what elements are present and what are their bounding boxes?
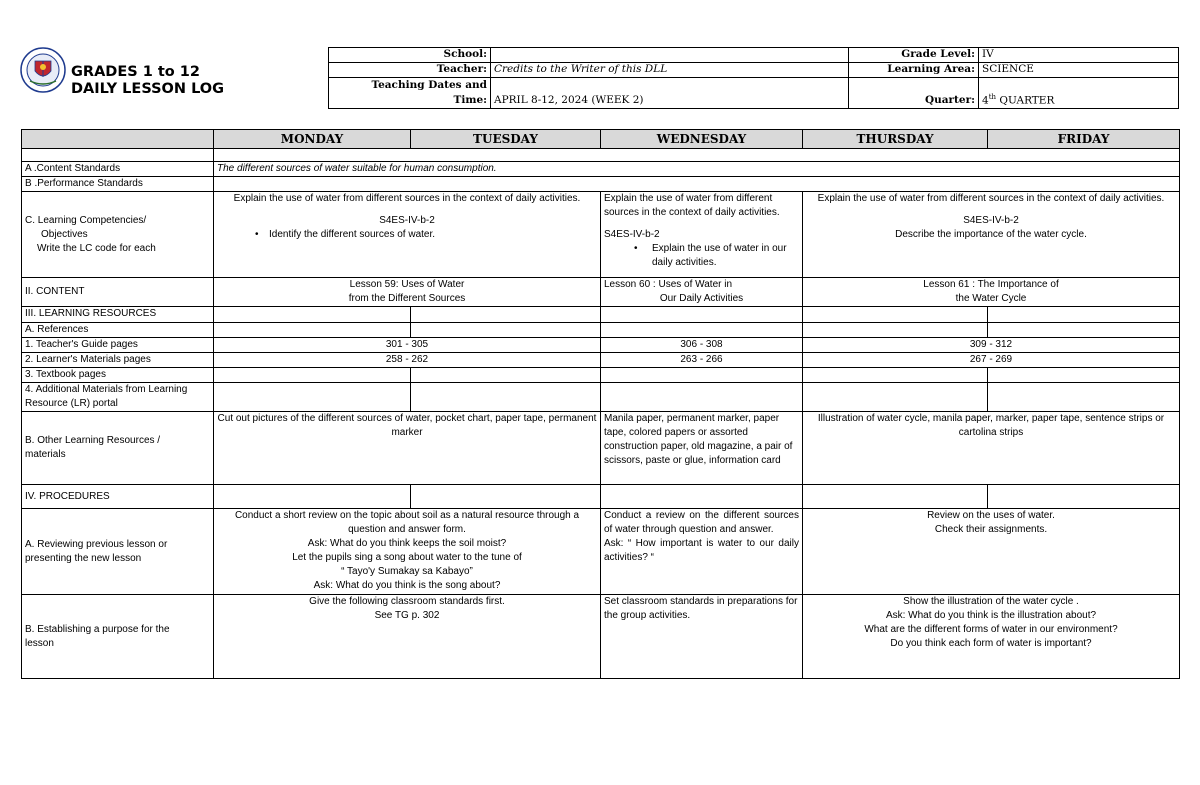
empty-cell	[214, 383, 411, 412]
learners-materials-wed: 263 - 266	[601, 353, 803, 368]
purpose-label	[22, 595, 214, 679]
learners-materials-label: 2. Learner's Materials pages	[22, 353, 214, 368]
empty-cell	[803, 368, 988, 383]
lc-wed-text: Explain the use of water from different sources in the context of daily activities.	[604, 193, 780, 218]
learning-area-label: Learning Area:	[849, 63, 979, 78]
title-line-2: DAILY LESSON LOG	[71, 81, 225, 97]
lc-mt-text: Explain the use of water from different sources in the context of daily activities.	[233, 193, 581, 204]
empty-cell	[988, 323, 1180, 338]
teaching-dates-label	[329, 78, 491, 109]
teaching-dates-value: APRIL 8-12, 2024 (WEEK 2)	[491, 78, 849, 109]
procedures-label: IV. PROCEDURES	[22, 485, 214, 509]
teacher-value: Credits to the Writer of this DLL	[491, 63, 849, 78]
reviewing-mt-line1: Conduct a short review on the topic about soil as a natural resource through a question and answer form.	[234, 510, 580, 535]
content-wed-line1: Lesson 60 : Uses of Water in	[604, 279, 733, 290]
empty-cell	[411, 485, 601, 509]
teachers-guide-label: 1. Teacher's Guide pages	[22, 338, 214, 353]
teachers-guide-wed: 306 - 308	[601, 338, 803, 353]
corner-cell	[22, 130, 214, 149]
day-header-friday: FRIDAY	[988, 130, 1180, 149]
empty-cell	[988, 485, 1180, 509]
performance-standards-label: B .Performance Standards	[22, 177, 214, 192]
reviewing-mt-line2: Ask: What do you think keeps the soil moist?	[307, 538, 507, 549]
purpose-label-line1: B. Establishing a purpose for the	[25, 623, 170, 635]
other-resources-label-line1: B. Other Learning Resources /	[25, 435, 161, 446]
lesson-log-table	[21, 129, 1180, 679]
other-resources-mt: Cut out pictures of the different sources of water, pocket chart, paper tape, permanent marker	[214, 412, 601, 485]
teachers-guide-mt: 301 - 305	[214, 338, 601, 353]
lc-thursday-friday	[803, 192, 1180, 278]
reviewing-mt-line3: Let the pupils sing a song about water to the tune of	[292, 552, 522, 563]
lc-wed-bullet: • Explain the use of water in our daily activities.	[604, 242, 799, 270]
purpose-mt	[214, 595, 601, 679]
quarter-label: Quarter:	[849, 78, 979, 109]
content-wednesday	[601, 278, 803, 307]
learning-area-value: SCIENCE	[979, 63, 1179, 78]
other-resources-wed: Manila paper, permanent marker, paper tape, colored papers or assorted construction paper, old magazine, a pair of scissors, paste or glue, information card	[601, 412, 803, 485]
lc-thf-text: Explain the use of water from different sources in the context of daily activities.	[817, 193, 1165, 204]
grade-level-label: Grade Level:	[849, 48, 979, 63]
references-label: A. References	[22, 323, 214, 338]
empty-cell	[988, 368, 1180, 383]
purpose-mt-line2: See TG p. 302	[374, 610, 440, 621]
empty-cell	[803, 307, 988, 323]
day-header-monday: MONDAY	[214, 130, 411, 149]
empty-cell	[411, 383, 601, 412]
title-line-1: GRADES 1 to 12	[71, 64, 200, 80]
school-label: School:	[329, 48, 491, 63]
empty-cell	[601, 368, 803, 383]
empty-cell	[411, 323, 601, 338]
purpose-thf-line1: Show the illustration of the water cycle .	[903, 596, 1079, 607]
deped-seal-logo	[20, 47, 66, 93]
quarter-suffix: th	[988, 92, 997, 101]
header-info-table	[328, 47, 1179, 109]
quarter-number: 4	[982, 94, 989, 106]
reviewing-wed	[601, 509, 803, 595]
content-thursday-friday	[803, 278, 1180, 307]
content-standards-label: A .Content Standards	[22, 162, 214, 177]
purpose-thf-line2: Ask: What do you think is the illustration about?	[885, 610, 1097, 621]
empty-cell	[411, 307, 601, 323]
reviewing-label-line2: presenting the new lesson	[25, 552, 142, 564]
empty-cell	[214, 368, 411, 383]
content-mt-line2: from the Different Sources	[348, 293, 466, 304]
additional-label-line1: 4. Additional Materials from Learning	[25, 384, 188, 395]
grade-level-value: IV	[979, 48, 1179, 63]
other-resources-label	[22, 412, 214, 485]
lc-mt-code: S4ES-IV-b-2	[379, 215, 435, 226]
purpose-thf	[803, 595, 1180, 679]
empty-cell	[601, 485, 803, 509]
lc-mt-bullet: • Identify the different sources of water.	[217, 228, 597, 242]
learning-resources-label: III. LEARNING RESOURCES	[22, 307, 214, 323]
purpose-wed: Set classroom standards in preparations for the group activities.	[601, 595, 803, 679]
empty-cell	[214, 323, 411, 338]
additional-materials-label	[22, 383, 214, 412]
empty-cell	[214, 307, 411, 323]
purpose-thf-line3: What are the different forms of water in our environment?	[864, 624, 1118, 635]
empty-cell	[601, 307, 803, 323]
lc-thf-code: S4ES-IV-b-2	[963, 215, 1019, 226]
reviewing-thf-line2: Check their assignments.	[934, 524, 1048, 535]
purpose-thf-line4: Do you think each form of water is important?	[890, 638, 1092, 649]
reviewing-thf-line1: Review on the uses of water.	[927, 510, 1055, 521]
learners-materials-thf: 267 - 269	[803, 353, 1180, 368]
learning-competencies-label	[22, 192, 214, 278]
purpose-mt-line1: Give the following classroom standards first.	[309, 596, 505, 607]
lc-label-line2: Objectives	[41, 228, 88, 240]
content-standards-value: The different sources of water suitable for human consumption.	[214, 162, 1180, 177]
quarter-text: QUARTER	[996, 94, 1055, 106]
quarter-value	[979, 78, 1179, 109]
reviewing-thf	[803, 509, 1180, 595]
content-thf-line2: the Water Cycle	[955, 293, 1027, 304]
reviewing-label	[22, 509, 214, 595]
lc-wednesday	[601, 192, 803, 278]
content-thf-line1: Lesson 61 : The Importance of	[923, 279, 1059, 290]
school-value	[491, 48, 849, 63]
lc-thf-text2: Describe the importance of the water cycle.	[895, 229, 1087, 240]
empty-cell	[803, 323, 988, 338]
empty-cell	[988, 307, 1180, 323]
additional-label-line2: Resource (LR) portal	[25, 398, 118, 409]
lc-wed-code: S4ES-IV-b-2	[604, 229, 660, 240]
day-header-thursday: THURSDAY	[803, 130, 988, 149]
teaching-dates-label-line1: Teaching Dates and	[371, 79, 487, 91]
reviewing-wed-line2: Ask: “ How important is water to our daily activities? “	[604, 538, 799, 563]
empty-cell	[601, 323, 803, 338]
spacer-cell	[22, 149, 214, 162]
empty-cell	[803, 383, 988, 412]
empty-cell	[988, 383, 1180, 412]
reviewing-mt	[214, 509, 601, 595]
other-resources-label-line2: materials	[25, 449, 66, 460]
content-wed-line2: Our Daily Activities	[659, 293, 744, 304]
day-header-tuesday: TUESDAY	[411, 130, 601, 149]
reviewing-mt-line4: “ Tayo'y Sumakay sa Kabayo”	[341, 566, 473, 577]
lc-label-line3: Write the LC code for each	[37, 242, 156, 254]
day-header-wednesday: WEDNESDAY	[601, 130, 803, 149]
empty-cell	[411, 368, 601, 383]
textbook-label: 3. Textbook pages	[22, 368, 214, 383]
performance-standards-value	[214, 177, 1180, 192]
content-monday-tuesday	[214, 278, 601, 307]
other-resources-thf: Illustration of water cycle, manila paper, marker, paper tape, sentence strips or cartolina strips	[803, 412, 1180, 485]
teaching-dates-label-line2: Time:	[453, 94, 487, 106]
reviewing-label-line1: A. Reviewing previous lesson or	[25, 538, 168, 550]
learners-materials-mt: 258 - 262	[214, 353, 601, 368]
content-mt-line1: Lesson 59: Uses of Water	[349, 279, 465, 290]
empty-cell	[803, 485, 988, 509]
reviewing-wed-line1: Conduct a review on the different sources of water through question and answer.	[604, 510, 799, 535]
teacher-label: Teacher:	[329, 63, 491, 78]
spacer-cell	[214, 149, 1180, 162]
reviewing-mt-line5: Ask: What do you think is the song about?	[313, 580, 501, 591]
lc-monday-tuesday	[214, 192, 601, 278]
empty-cell	[601, 383, 803, 412]
lc-label-line1: C. Learning Competencies/	[25, 214, 147, 226]
empty-cell	[214, 485, 411, 509]
content-label: II. CONTENT	[22, 278, 214, 307]
teachers-guide-thf: 309 - 312	[803, 338, 1180, 353]
document-title	[71, 64, 224, 98]
purpose-label-line2: lesson	[25, 637, 54, 649]
